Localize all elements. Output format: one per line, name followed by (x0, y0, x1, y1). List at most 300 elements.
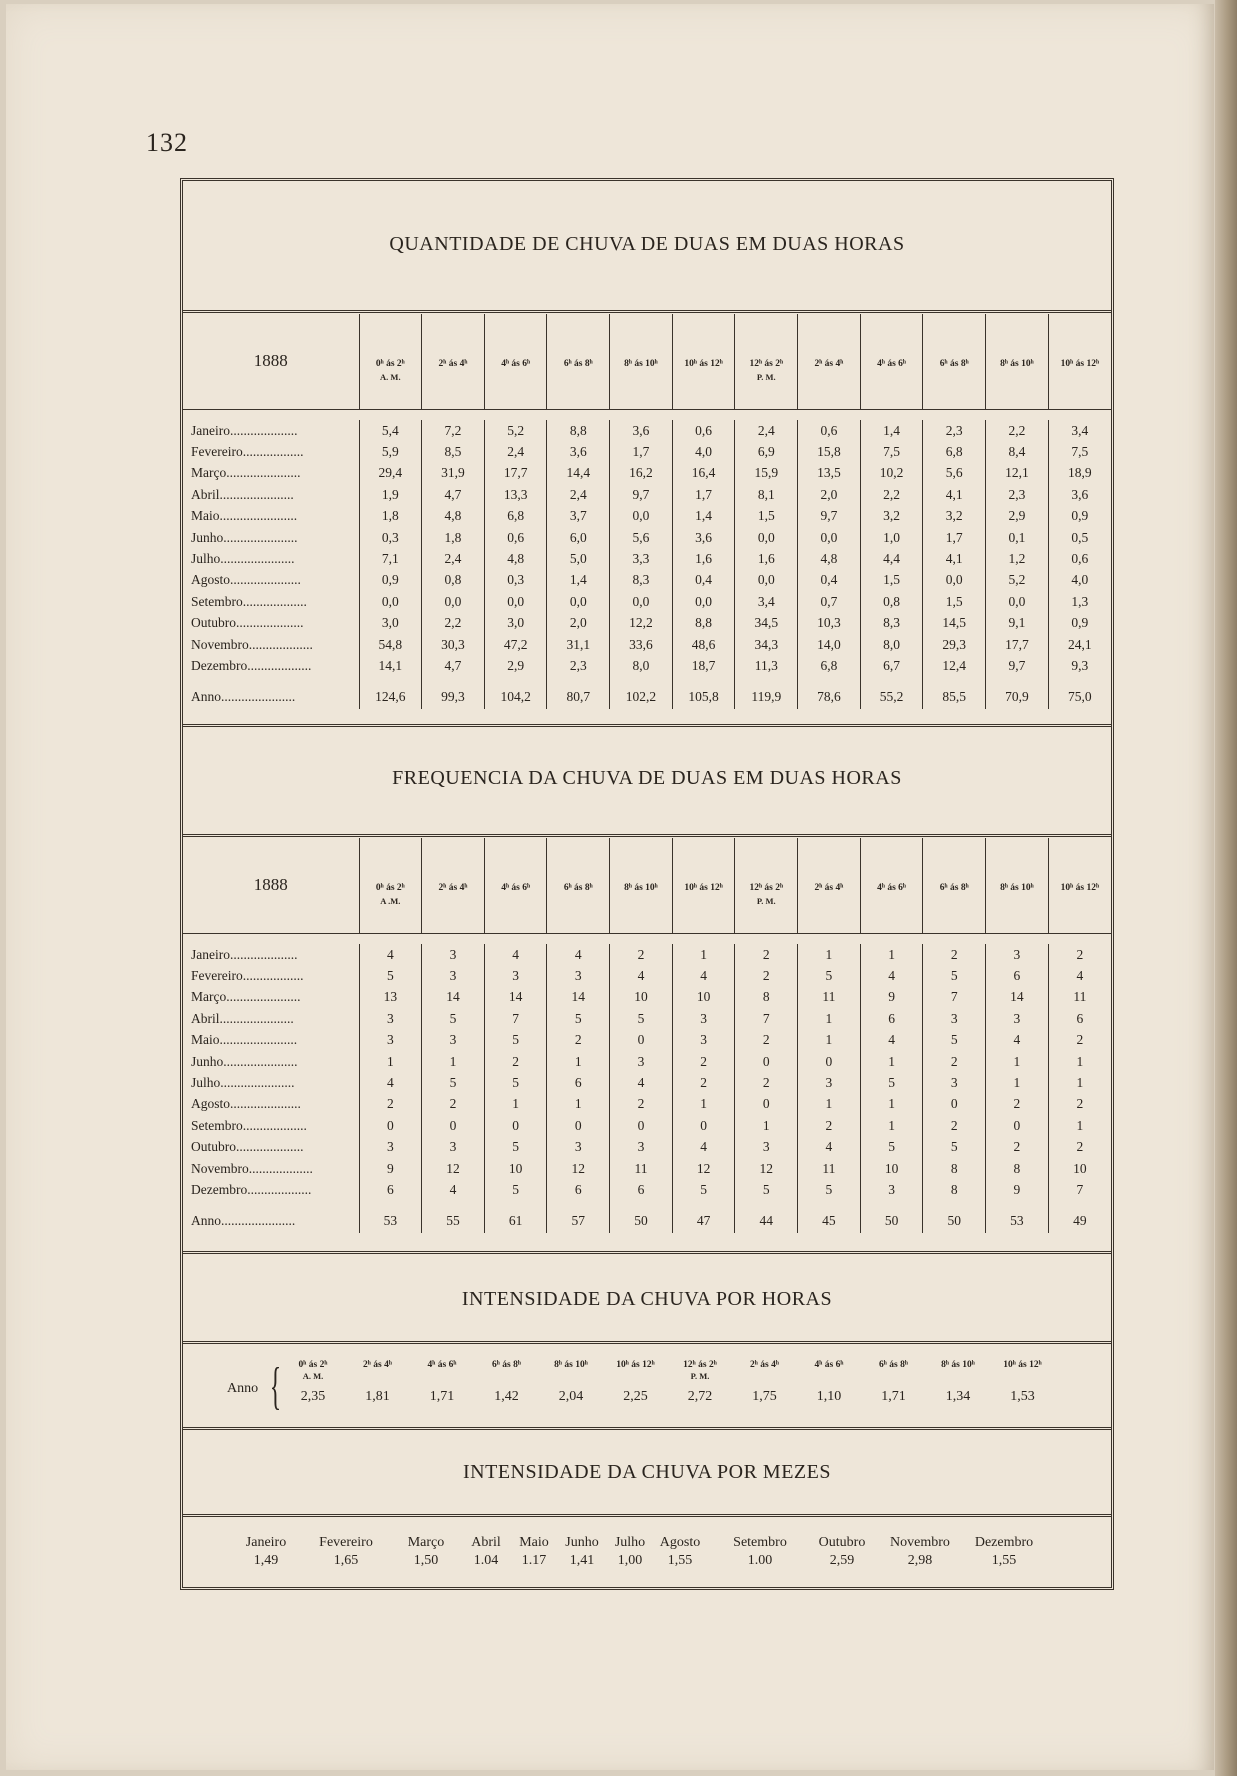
table-cell: 18,9 (1048, 463, 1111, 484)
table-cell: 0,0 (610, 591, 673, 612)
table-cell: 9,3 (1048, 655, 1111, 676)
intensity-period (539, 1371, 603, 1381)
table-cell: 1,7 (672, 484, 735, 505)
intensity-anno-label: Anno (227, 1381, 259, 1396)
month-value: 1.04 (473, 1553, 499, 1568)
table-cell: 2,4 (547, 484, 610, 505)
table-cell: 4 (359, 944, 422, 965)
column-header (798, 314, 861, 410)
table-cell: 85,5 (923, 677, 986, 709)
table-cell: 8,0 (610, 655, 673, 676)
row-label: Fevereiro.................. (191, 968, 304, 984)
row-label: Março...................... (191, 465, 301, 481)
table-cell: 0,5 (1048, 527, 1111, 548)
row-label: Abril...................... (191, 1010, 294, 1026)
table-cell: 9,7 (986, 655, 1049, 676)
table-cell: 5 (798, 1179, 861, 1200)
intensity-value: 1,81 (365, 1389, 390, 1404)
table-cell: 3 (422, 1030, 485, 1051)
table-cell: 29,4 (359, 463, 422, 484)
table-cell: 0,7 (798, 591, 861, 612)
table-cell: 4 (422, 1179, 485, 1200)
table-cell: 1,6 (672, 548, 735, 569)
table-cell: 0,0 (422, 591, 485, 612)
intensity-hours: 8ʰ ás 10ʰ (554, 1360, 588, 1370)
table-cell: 13,5 (798, 463, 861, 484)
table-cell: 3 (359, 1137, 422, 1158)
table-cell: 5 (672, 1179, 735, 1200)
row-label: Maio....................... (191, 1032, 298, 1048)
intensity-value: 1,71 (881, 1389, 906, 1404)
table-cell: 14,1 (359, 655, 422, 676)
table-cell: 61 (484, 1201, 547, 1233)
table-cell: 99,3 (422, 677, 485, 709)
column-header (923, 838, 986, 934)
rain-quantity-table (183, 314, 1111, 709)
table-cell: 6,8 (484, 506, 547, 527)
column-hours: 6ʰ ás 8ʰ (939, 359, 969, 369)
table-cell: 2 (923, 944, 986, 965)
table-cell: 3 (359, 1030, 422, 1051)
table-cell: 5,6 (923, 463, 986, 484)
table-cell: 12 (735, 1158, 798, 1179)
table-cell: 6,8 (798, 655, 861, 676)
column-header (860, 314, 923, 410)
table-cell: 5 (359, 965, 422, 986)
table-cell: 4,1 (923, 484, 986, 505)
table-cell: 2,0 (798, 484, 861, 505)
table-cell: 33,6 (610, 634, 673, 655)
table-cell: 3,0 (484, 613, 547, 634)
intensity-hours: 10ʰ ás 12ʰ (1003, 1360, 1042, 1370)
month-name: Julho (614, 1535, 646, 1550)
table2-top-rule (183, 834, 1111, 837)
table-cell: 1 (798, 944, 861, 965)
table-cell: 1,2 (986, 548, 1049, 569)
month-intensity (301, 1534, 391, 1570)
column-header (484, 314, 547, 410)
month-name: Dezembro (974, 1535, 1034, 1550)
table-cell: 3 (923, 1072, 986, 1093)
table-cell: 0 (610, 1030, 673, 1051)
intensity-period: P. M. (690, 1371, 710, 1381)
table-cell: 17,7 (986, 634, 1049, 655)
table-row (183, 1051, 1111, 1072)
table-cell: 8,1 (735, 484, 798, 505)
intensity-hours: 6ʰ ás 8ʰ (492, 1360, 521, 1370)
table-row (183, 1030, 1111, 1051)
column-header (860, 838, 923, 934)
intensity-value: 2,04 (558, 1389, 584, 1404)
table-cell: 0,0 (923, 570, 986, 591)
table-cell: 1 (860, 944, 923, 965)
table-cell: 102,2 (610, 677, 673, 709)
column-hours: 10ʰ ás 12ʰ (684, 359, 723, 369)
table-cell: 4 (610, 965, 673, 986)
table-cell: 4 (860, 1030, 923, 1051)
row-label: Julho...................... (191, 1075, 295, 1091)
intensity-period (475, 1371, 539, 1381)
table-row (183, 1094, 1111, 1115)
table-cell: 10 (484, 1158, 547, 1179)
rain-frequency-table (183, 838, 1111, 1233)
month-value: 1,41 (569, 1553, 595, 1568)
table-cell: 1,5 (860, 570, 923, 591)
table-row (183, 420, 1111, 441)
table1-title: QUANTIDADE DE CHUVA DE DUAS EM DUAS HORAS (389, 233, 905, 255)
table-cell: 5 (923, 1137, 986, 1158)
table-cell: 1,7 (610, 441, 673, 462)
intensity-hour-column (862, 1359, 926, 1405)
table-cell: 3 (484, 965, 547, 986)
tables-frame (180, 178, 1114, 1590)
table-cell: 8,8 (547, 420, 610, 441)
table-cell: 0,6 (798, 420, 861, 441)
table-cell: 7,5 (860, 441, 923, 462)
table-cell: 1 (1048, 1072, 1111, 1093)
intensity-period (604, 1371, 668, 1381)
table-cell: 1 (1048, 1115, 1111, 1136)
table-cell: 3,2 (923, 506, 986, 527)
intensity-months-title: INTENSIDADE DA CHUVA POR MEZES (463, 1461, 831, 1483)
intensity-hours: 4ʰ ás 6ʰ (814, 1360, 844, 1370)
month-value: 1.00 (747, 1553, 773, 1568)
table-row (183, 944, 1111, 965)
intensity-hours: 2ʰ ás 4ʰ (363, 1360, 392, 1370)
table-cell: 4 (484, 944, 547, 965)
intensity-period (733, 1371, 797, 1381)
table-cell: 2,3 (547, 655, 610, 676)
row-label: Outubro.................... (191, 615, 304, 631)
table-cell: 1 (860, 1115, 923, 1136)
table-cell: 0,0 (547, 591, 610, 612)
table-cell: 3 (610, 1051, 673, 1072)
month-name: Agosto (659, 1535, 701, 1550)
table-cell: 0,3 (484, 570, 547, 591)
table-cell: 15,8 (798, 441, 861, 462)
table-cell: 2,4 (484, 441, 547, 462)
intensity-hours: 12ʰ ás 2ʰ (683, 1360, 717, 1370)
intensity-hours: 0ʰ ás 2ʰ (298, 1360, 328, 1370)
table-cell: 4 (860, 965, 923, 986)
table-row (183, 1115, 1111, 1136)
table-cell: 1,8 (359, 506, 422, 527)
table-cell: 3 (359, 1008, 422, 1029)
table-cell: 7,2 (422, 420, 485, 441)
row-label: Maio....................... (191, 508, 298, 524)
table-cell: 1 (798, 1008, 861, 1029)
intensity-value: 1,71 (429, 1389, 455, 1404)
table-cell: 1 (672, 1094, 735, 1115)
table-cell: 8,4 (986, 441, 1049, 462)
column-hours: 4ʰ ás 6ʰ (877, 359, 907, 369)
column-header (547, 838, 610, 934)
table-cell: 2 (610, 944, 673, 965)
table-cell: 2 (986, 1137, 1049, 1158)
intensity-hours: 4ʰ ás 6ʰ (427, 1360, 457, 1370)
month-value: 1,65 (333, 1553, 359, 1568)
column-hours: 0ʰ ás 2ʰ (375, 359, 405, 369)
table-cell: 0,0 (735, 570, 798, 591)
row-label: Novembro................... (191, 636, 313, 652)
table-cell: 0 (422, 1115, 485, 1136)
table-cell: 80,7 (547, 677, 610, 709)
column-header (735, 314, 798, 410)
table-cell: 1 (986, 1051, 1049, 1072)
table-cell: 4 (798, 1137, 861, 1158)
table-cell: 14 (547, 987, 610, 1008)
table-cell: 4 (1048, 965, 1111, 986)
table-cell: 24,1 (1048, 634, 1111, 655)
table-cell: 1 (422, 1051, 485, 1072)
month-name: Setembro (733, 1535, 787, 1550)
table-cell: 0,0 (484, 591, 547, 612)
column-header (547, 314, 610, 410)
intensity-period (991, 1371, 1055, 1381)
column-hours: 10ʰ ás 12ʰ (684, 883, 723, 893)
table-cell: 0 (798, 1051, 861, 1072)
table-cell: 3 (735, 1137, 798, 1158)
total-row (183, 1201, 1111, 1233)
table-cell: 5 (422, 1008, 485, 1029)
column-hours: 8ʰ ás 10ʰ (624, 359, 658, 369)
table-cell: 2 (422, 1094, 485, 1115)
table-cell: 8 (923, 1158, 986, 1179)
row-label: Anno...................... (191, 688, 296, 704)
table-row (183, 484, 1111, 505)
month-name: Março (407, 1535, 445, 1550)
table-cell: 0 (484, 1115, 547, 1136)
table-cell: 49 (1048, 1201, 1111, 1233)
table-cell: 50 (860, 1201, 923, 1233)
table-cell: 7 (484, 1008, 547, 1029)
table-cell: 11 (798, 1158, 861, 1179)
table-cell: 10,2 (860, 463, 923, 484)
row-label: Junho...................... (191, 1053, 298, 1069)
row-label: Dezembro................... (191, 657, 312, 673)
table-cell: 1,5 (735, 506, 798, 527)
table-cell: 3 (422, 965, 485, 986)
table-cell: 12 (547, 1158, 610, 1179)
intensity-hour-column (797, 1359, 861, 1405)
table-cell: 0,0 (672, 591, 735, 612)
table-cell: 0,9 (1048, 506, 1111, 527)
table-cell: 3 (798, 1072, 861, 1093)
table-cell: 11 (1048, 987, 1111, 1008)
table-cell: 1 (860, 1094, 923, 1115)
table-cell: 10 (672, 987, 735, 1008)
table-cell: 2 (547, 1030, 610, 1051)
table-cell: 1 (484, 1094, 547, 1115)
table-cell: 47,2 (484, 634, 547, 655)
page-edge (1215, 0, 1237, 1776)
column-hours: 2ʰ ás 4ʰ (814, 883, 844, 893)
intensity-hour-column (475, 1359, 539, 1405)
column-header (610, 838, 673, 934)
intensity-hours-inner-rule (183, 1341, 1111, 1344)
table-cell: 3,3 (610, 548, 673, 569)
table-cell: 31,1 (547, 634, 610, 655)
column-hours: 4ʰ ás 6ʰ (877, 883, 907, 893)
table-cell: 8 (923, 1179, 986, 1200)
table-row (183, 613, 1111, 634)
total-row (183, 677, 1111, 709)
table-cell: 3,0 (359, 613, 422, 634)
row-label: Outubro.................... (191, 1139, 304, 1155)
table-cell: 5 (923, 965, 986, 986)
table-cell: 1 (1048, 1051, 1111, 1072)
table2-header-row (183, 838, 1111, 934)
table-cell: 5 (860, 1072, 923, 1093)
table-cell: 0,6 (484, 527, 547, 548)
month-intensity (797, 1534, 887, 1570)
table-cell: 2,9 (986, 506, 1049, 527)
table-cell: 11,3 (735, 655, 798, 676)
table-cell: 53 (986, 1201, 1049, 1233)
table-cell: 5 (860, 1137, 923, 1158)
month-value: 2,98 (907, 1553, 933, 1568)
row-label: Janeiro.................... (191, 422, 298, 438)
table-cell: 2,2 (860, 484, 923, 505)
month-intensity (221, 1534, 311, 1570)
table-cell: 0,8 (860, 591, 923, 612)
table-cell: 1 (860, 1051, 923, 1072)
table-cell: 3,2 (860, 506, 923, 527)
table-cell: 12,1 (986, 463, 1049, 484)
intensity-period (926, 1371, 990, 1381)
table-cell: 15,9 (735, 463, 798, 484)
table-cell: 9 (860, 987, 923, 1008)
month-name: Junho (565, 1535, 599, 1550)
table-cell: 2,0 (547, 613, 610, 634)
table-cell: 4 (610, 1072, 673, 1093)
table-cell: 0,6 (1048, 548, 1111, 569)
table-cell: 4,7 (422, 655, 485, 676)
table-cell: 10 (1048, 1158, 1111, 1179)
table-cell: 4,1 (923, 548, 986, 569)
table-cell: 12 (422, 1158, 485, 1179)
table-cell: 48,6 (672, 634, 735, 655)
table1-year: 1888 (253, 351, 288, 370)
table-cell: 55 (422, 1201, 485, 1233)
intensity-months-rule (183, 1427, 1111, 1430)
table-cell: 1,5 (923, 591, 986, 612)
table-row (183, 634, 1111, 655)
table-row (183, 506, 1111, 527)
table-cell: 14 (422, 987, 485, 1008)
table-cell: 3 (547, 1137, 610, 1158)
column-header (484, 838, 547, 934)
table-cell: 9 (986, 1179, 1049, 1200)
column-header (986, 314, 1049, 410)
table-cell: 4,0 (672, 441, 735, 462)
table-cell: 0,8 (422, 570, 485, 591)
table-cell: 5 (923, 1030, 986, 1051)
intensity-value: 1,42 (494, 1389, 519, 1404)
table-cell: 0 (610, 1115, 673, 1136)
table-cell: 3 (986, 944, 1049, 965)
table-cell: 4 (672, 1137, 735, 1158)
table-cell: 13,3 (484, 484, 547, 505)
row-label: Dezembro................... (191, 1181, 312, 1197)
table-cell: 1 (547, 1051, 610, 1072)
row-label: Setembro................... (191, 593, 307, 609)
table-cell: 5 (547, 1008, 610, 1029)
table2-year: 1888 (253, 875, 288, 894)
table-cell: 1 (986, 1072, 1049, 1093)
table-cell: 2 (923, 1115, 986, 1136)
table-cell: 3 (672, 1008, 735, 1029)
table-cell: 0,0 (798, 527, 861, 548)
table-cell: 5,2 (986, 570, 1049, 591)
table-cell: 6,7 (860, 655, 923, 676)
intensity-value: 2,35 (300, 1389, 326, 1404)
table-cell: 18,7 (672, 655, 735, 676)
table-cell: 3 (923, 1008, 986, 1029)
column-header (735, 838, 798, 934)
table-cell: 47 (672, 1201, 735, 1233)
column-header (1048, 314, 1111, 410)
table-cell: 34,3 (735, 634, 798, 655)
column-hours: 2ʰ ás 4ʰ (438, 359, 468, 369)
table-cell: 4,8 (422, 506, 485, 527)
column-header (798, 838, 861, 934)
table-cell: 6,9 (735, 441, 798, 462)
table-cell: 53 (359, 1201, 422, 1233)
table-cell: 2 (484, 1051, 547, 1072)
table-cell: 2,4 (735, 420, 798, 441)
table-row (183, 441, 1111, 462)
table-cell: 5 (422, 1072, 485, 1093)
column-header (986, 838, 1049, 934)
table-cell: 14 (484, 987, 547, 1008)
table-row (183, 570, 1111, 591)
month-name: Outubro (818, 1535, 866, 1550)
table-cell: 14 (986, 987, 1049, 1008)
table-cell: 16,2 (610, 463, 673, 484)
table-cell: 6,0 (547, 527, 610, 548)
table-cell: 1,6 (735, 548, 798, 569)
column-header (359, 838, 422, 934)
table-cell: 2,9 (484, 655, 547, 676)
table-cell: 4 (359, 1072, 422, 1093)
table-cell: 1 (672, 944, 735, 965)
table-cell: 8,3 (860, 613, 923, 634)
table-cell: 0 (672, 1115, 735, 1136)
table-row (183, 527, 1111, 548)
table-cell: 5 (610, 1008, 673, 1029)
table-cell: 2 (1048, 1137, 1111, 1158)
table-cell: 5 (484, 1030, 547, 1051)
intensity-value: 2,72 (687, 1389, 713, 1404)
table-cell: 6,8 (923, 441, 986, 462)
table-cell: 3,6 (547, 441, 610, 462)
table-cell: 2,3 (986, 484, 1049, 505)
table-cell: 105,8 (672, 677, 735, 709)
table-cell: 1,3 (1048, 591, 1111, 612)
intensity-period: A. M. (302, 1371, 324, 1381)
month-value: 1,50 (413, 1553, 439, 1568)
table-cell: 8,3 (610, 570, 673, 591)
table-cell: 50 (923, 1201, 986, 1233)
table-cell: 8,8 (672, 613, 735, 634)
table-row (183, 1158, 1111, 1179)
table-cell: 55,2 (860, 677, 923, 709)
column-hours: 10ʰ ás 12ʰ (1060, 359, 1100, 369)
table-cell: 6 (1048, 1008, 1111, 1029)
table-cell: 3 (547, 965, 610, 986)
intensity-hours: 6ʰ ás 8ʰ (879, 1360, 908, 1370)
